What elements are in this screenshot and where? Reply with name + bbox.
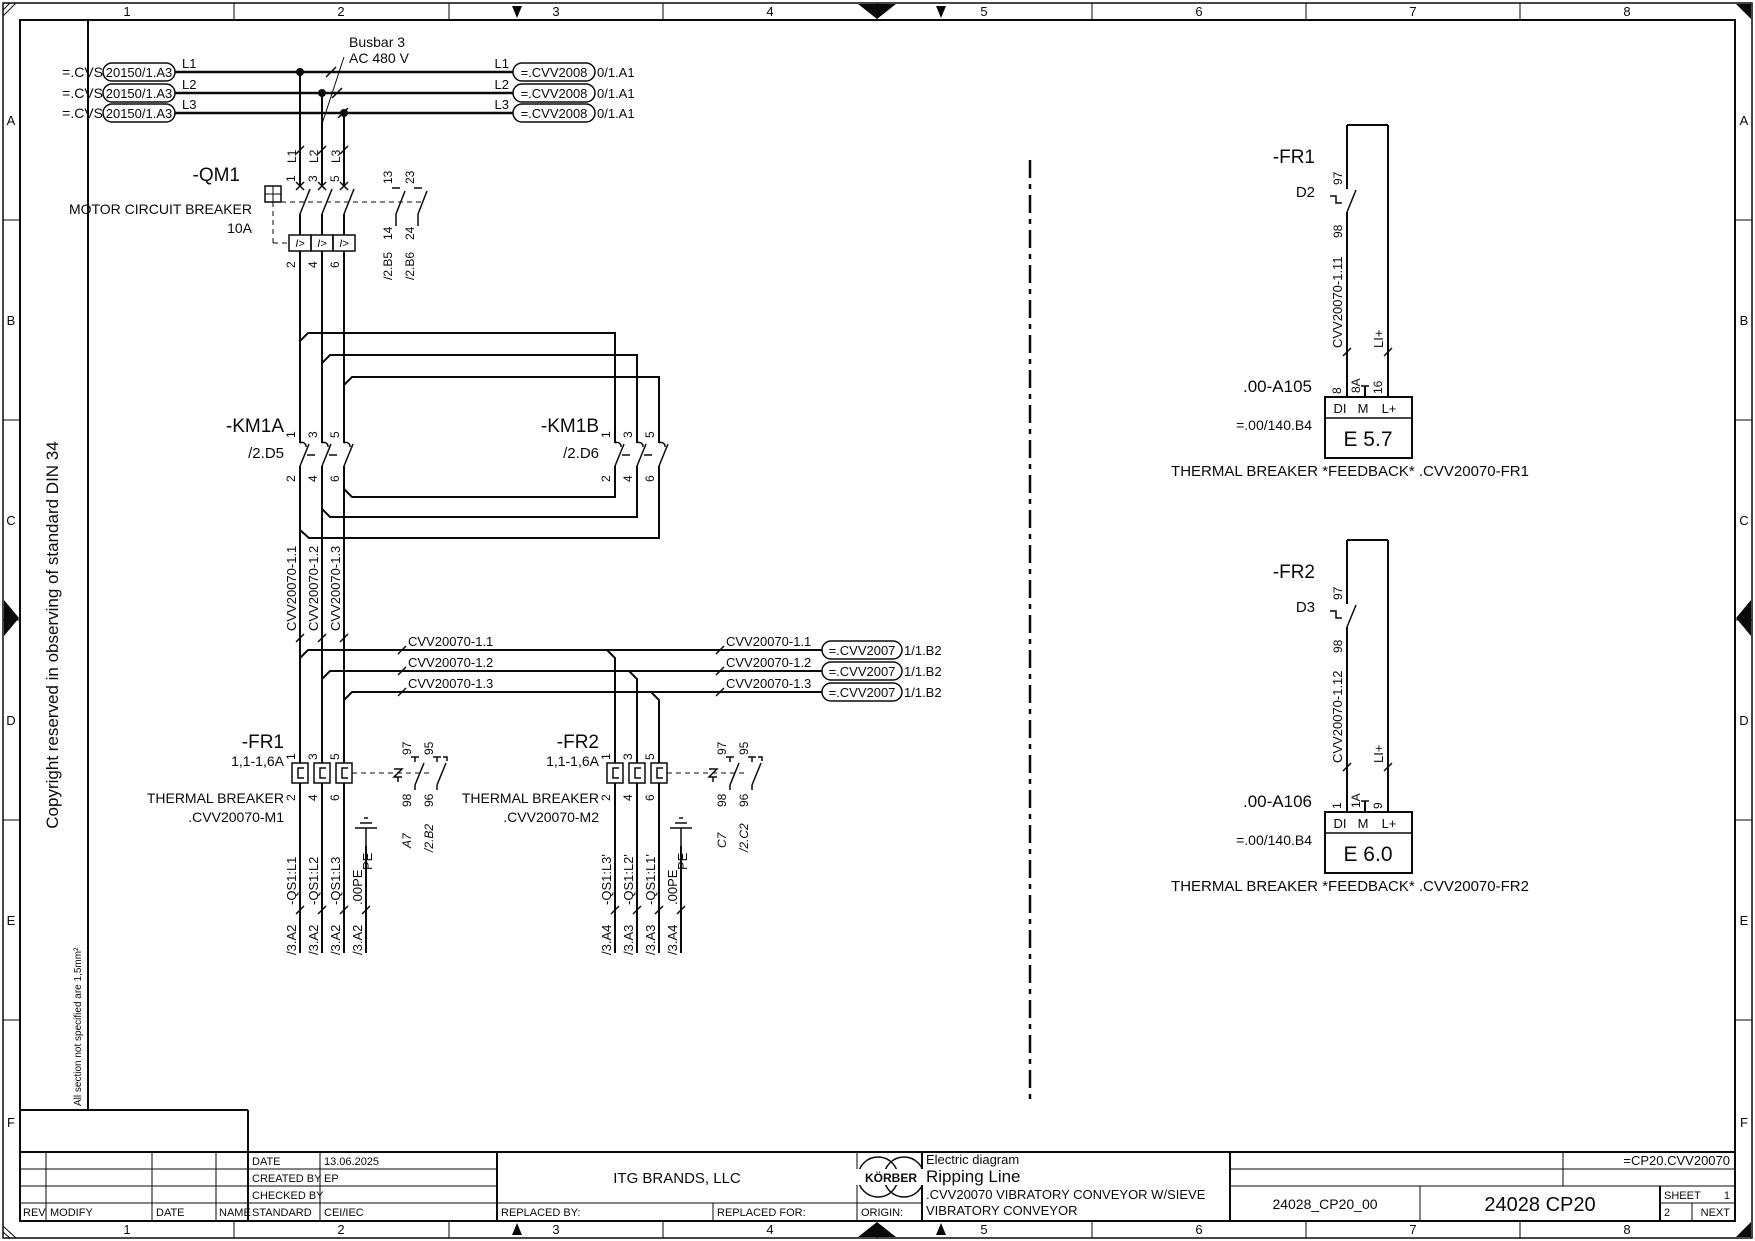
qm1-aux-ref: /2.B5 (381, 251, 395, 280)
fr2-down-ref: /3.A3 (643, 924, 658, 955)
col-label: 3 (552, 4, 560, 19)
busbar-name: Busbar 3 (349, 34, 406, 50)
fr2-down-label: .00PE (665, 869, 680, 905)
row-label: D (6, 713, 16, 728)
branch-ref: =.CVV2007 (828, 664, 896, 679)
fb1-contact-terminal: 97 (1331, 171, 1345, 185)
fb1-port: M (1357, 401, 1369, 416)
km1a-ref: /2.D5 (248, 445, 284, 462)
fb1-term: 16 (1371, 380, 1385, 394)
fb1-channel: E 5.7 (1343, 428, 1393, 451)
fr2-aux-terminal: 95 (737, 741, 751, 755)
phase-label: L1 (182, 56, 197, 71)
qm1-aux-terminal: 14 (381, 226, 395, 240)
row-label: D (1739, 713, 1749, 728)
fr1-down-ref: /3.A2 (350, 924, 365, 955)
km1a-contactor (226, 416, 353, 482)
row-label: A (1739, 113, 1749, 128)
fr1-down-ref: /3.A2 (306, 924, 321, 955)
fr1-desc: THERMAL BREAKER (146, 790, 284, 806)
fr1-down-label: -QS1:L1 (284, 856, 299, 905)
info-label: DATE (252, 1156, 281, 1168)
fb1-wire-label: CVV20070-1.11 (1330, 256, 1345, 348)
fr2-terminal: 1 (599, 753, 613, 760)
busbar-note (322, 34, 410, 124)
qm1-overload: I> (295, 238, 305, 250)
wire-label: CVV20070-1.1 (284, 545, 299, 631)
km1b-name: -KM1B (540, 416, 599, 437)
col-label: 1 (123, 4, 131, 19)
fr2-thermal-breaker (462, 732, 762, 955)
fb1-term: 8 (1330, 387, 1344, 394)
fr2-terminal: 4 (621, 794, 635, 801)
rail-dst-suffix: 0/1.A1 (597, 86, 635, 101)
wire-label: CVV20070-1.2 (306, 545, 321, 631)
km1b-terminal: 5 (643, 431, 657, 438)
row-label: C (1739, 513, 1749, 528)
col-label: 3 (552, 1222, 560, 1237)
line-name: Ripping Line (926, 1167, 1021, 1186)
name-header: NAME (219, 1207, 251, 1219)
rail-dst-suffix: 0/1.A1 (597, 106, 635, 121)
fb2-contact-terminal: 98 (1331, 639, 1345, 653)
qm1-aux-ref: /2.B6 (403, 251, 417, 280)
qm1-breaker (69, 165, 427, 280)
qm1-terminal: 3 (306, 175, 320, 182)
plant-ref: =CP20.CVV20070 (1623, 1153, 1730, 1168)
row-label: E (1739, 913, 1749, 928)
rail-src-ref: 20150/1.A3 (105, 65, 173, 80)
phase-label: L3 (494, 97, 509, 112)
fr1-down-ref: /3.A2 (284, 924, 299, 955)
power-rails (62, 34, 634, 124)
wire-label: CVV20070-1.2 (726, 655, 812, 670)
col-label: 4 (766, 1222, 774, 1237)
qm1-rating: 10A (227, 220, 252, 236)
rail-dst-suffix: 0/1.A1 (597, 65, 635, 80)
col-label: 2 (337, 1222, 345, 1237)
fb1-name: -FR1 (1272, 147, 1315, 168)
km1b-terminal: 6 (643, 475, 657, 482)
km1a-terminal: 1 (284, 431, 298, 438)
fb1-module-name: .00-A105 (1243, 377, 1312, 396)
drawing-desc1: .CVV20070 VIBRATORY CONVEYOR W/SIEVE (926, 1187, 1206, 1202)
col-label: 5 (980, 1222, 988, 1237)
km1b-terminal: 2 (599, 475, 613, 482)
col-label: 1 (123, 1222, 131, 1237)
fb2-name: -FR2 (1272, 562, 1315, 583)
fb2-module-name: .00-A106 (1243, 792, 1312, 811)
fr2-aux-terminal: 96 (737, 793, 751, 807)
branch-ref-suffix: 1/1.B2 (904, 643, 942, 658)
wire-tag: L3 (329, 149, 343, 163)
km1a-terminal: 5 (328, 431, 342, 438)
wire-label: CVV20070-1.1 (408, 634, 494, 649)
phase-label: L3 (182, 97, 197, 112)
fb2-port: DI (1333, 816, 1347, 831)
doc-type: Electric diagram (926, 1152, 1020, 1167)
fb2-module-ref: =.00/140.B4 (1236, 832, 1312, 848)
km1a-terminal: 4 (306, 475, 320, 482)
fr2-pe-label: PE (675, 852, 690, 870)
busbar-voltage: AC 480 V (349, 50, 409, 66)
fb1-code: D2 (1295, 184, 1315, 201)
company-name: ITG BRANDS, LLC (613, 1170, 741, 1187)
replaced-for-label: REPLACED FOR: (717, 1207, 806, 1219)
row-label: E (6, 913, 16, 928)
rail-dst-ref: =.CVV2008 (520, 65, 588, 80)
info-label: CHECKED BY (252, 1190, 324, 1202)
fr1-earth-symbol (355, 818, 377, 846)
km1b-terminal: 4 (621, 475, 635, 482)
fr1-aux-terminal: 97 (400, 741, 414, 755)
riser-labels (284, 546, 348, 642)
km1a-terminal: 2 (284, 475, 298, 482)
info-label: STANDARD (252, 1207, 312, 1219)
rail-src-ref: 20150/1.A3 (105, 106, 173, 121)
fb1-term: 8A (1349, 378, 1363, 393)
rail-dst-ref: =.CVV2008 (520, 86, 588, 101)
fr2-down-label: -QS1:L3' (599, 854, 614, 905)
fr2-tag: .CVV20070-M2 (503, 809, 599, 825)
fr2-terminal: 3 (621, 753, 635, 760)
drawing-number: 24028 CP20 (1484, 1194, 1596, 1216)
sheet-number: 1 (1723, 1190, 1730, 1202)
fr2-desc: THERMAL BREAKER (461, 790, 599, 806)
next-label: NEXT (1700, 1207, 1730, 1219)
branch-ref: =.CVV2007 (828, 643, 896, 658)
fr1-terminal: 1 (284, 753, 298, 760)
fb1-port: DI (1333, 401, 1347, 416)
rail-src-prefix: =.CVS (62, 105, 103, 121)
fr1-down-label: -QS1:L3 (328, 856, 343, 905)
row-label: A (6, 113, 16, 128)
wire-tag: L1 (285, 149, 299, 163)
row-label: F (1740, 1115, 1748, 1130)
km1a-name: -KM1A (225, 416, 284, 437)
col-label: 6 (1195, 4, 1203, 19)
qm1-desc: MOTOR CIRCUIT BREAKER (68, 201, 252, 217)
drawing-desc2: VIBRATORY CONVEYOR (926, 1203, 1078, 1218)
qm1-terminal: 1 (284, 175, 298, 182)
col-label: 7 (1409, 4, 1417, 19)
fr1-pe-label: PE (360, 852, 375, 870)
row-label: C (6, 513, 16, 528)
km1b-terminal: 1 (599, 431, 613, 438)
title-block (20, 1152, 1735, 1221)
fr1-down-label: .00PE (350, 869, 365, 905)
copyright-note: Copyright reserved in observing of standard DIN 34 (43, 441, 62, 829)
qm1-aux-terminal: 24 (403, 226, 417, 240)
fr2-terminal: 5 (643, 753, 657, 760)
info-value: EP (324, 1173, 339, 1185)
wire-label: CVV20070-1.2 (408, 655, 494, 670)
wire-label: CVV20070-1.3 (726, 676, 812, 691)
branch-ref-suffix: 1/1.B2 (904, 664, 942, 679)
replaced-by-label: REPLACED BY: (501, 1207, 581, 1219)
section-note: All section not specified are 1,5mm² (73, 947, 84, 1106)
fr1-aux-terminal: 95 (422, 741, 436, 755)
info-value: CEI/IEC (324, 1207, 364, 1219)
col-label: 2 (337, 4, 345, 19)
fb2-channel: E 6.0 (1343, 843, 1393, 866)
phase-label: L2 (494, 77, 509, 92)
km1b-terminal: 3 (621, 431, 635, 438)
fr1-down-label: -QS1:L2 (306, 856, 321, 905)
korber-logo (853, 1157, 929, 1197)
branch-ref-suffix: 1/1.B2 (904, 685, 942, 700)
fb1-feedback (1171, 125, 1529, 480)
fr1-range: 1,1-1,6A (231, 753, 284, 769)
info-label: CREATED BY (252, 1173, 322, 1185)
fr2-terminal: 2 (599, 794, 613, 801)
fb2-term: 1 (1330, 802, 1344, 809)
fr1-terminal: 3 (306, 753, 320, 760)
fr2-down-ref: /3.A3 (621, 924, 636, 955)
wire-label: CVV20070-1.3 (328, 545, 343, 631)
qm1-terminal: 5 (328, 175, 342, 182)
col-label: 4 (766, 4, 774, 19)
qm1-terminal: 4 (306, 261, 320, 268)
modify-header: MODIFY (50, 1207, 93, 1219)
wire-tag: L2 (307, 149, 321, 163)
col-label: 7 (1409, 1222, 1417, 1237)
fb1-port: L+ (1381, 401, 1397, 416)
fb2-feedback (1171, 540, 1529, 895)
fb1-module-ref: =.00/140.B4 (1236, 417, 1312, 433)
qm1-overload: I> (339, 238, 349, 250)
fr1-aux-ref: A7 (400, 833, 414, 848)
fr1-down-ref: /3.A2 (328, 924, 343, 955)
origin-label: ORIGIN: (861, 1207, 904, 1219)
fr2-terminal: 6 (643, 794, 657, 801)
fr1-name: -FR1 (241, 732, 284, 753)
branch-wires (300, 634, 942, 763)
fb2-lplus-label: LI+ (1371, 744, 1386, 763)
qm1-aux-terminal: 23 (403, 170, 417, 184)
km1b-contactor (541, 416, 668, 482)
fr2-down-label: -QS1:L2' (621, 854, 636, 905)
fr2-earth-symbol (670, 818, 692, 846)
fr1-aux-ref: /2.B2 (422, 823, 436, 852)
qm1-overload: I> (317, 238, 327, 250)
fr2-down-label: -QS1:L1' (643, 854, 658, 905)
fr2-aux-ref: C7 (715, 832, 729, 848)
date-header: DATE (156, 1207, 185, 1219)
fr2-down-ref: /3.A4 (599, 924, 614, 955)
fb2-port: L+ (1381, 816, 1397, 831)
fr1-terminal: 6 (328, 794, 342, 801)
col-label: 8 (1623, 1222, 1631, 1237)
fb2-caption: THERMAL BREAKER *FEEDBACK* .CVV20070-FR2 (1171, 878, 1529, 895)
next-number: 2 (1664, 1207, 1671, 1219)
row-label: F (7, 1115, 15, 1130)
km1a-terminal: 6 (328, 475, 342, 482)
fb2-term: 1A (1349, 793, 1363, 808)
fr1-terminal: 5 (328, 753, 342, 760)
logo-text: KÖRBER (864, 1171, 918, 1185)
rev-header: REV (23, 1207, 46, 1219)
fr1-aux-terminal: 98 (400, 793, 414, 807)
qm1-name: -QM1 (192, 165, 240, 186)
col-label: 5 (980, 4, 988, 19)
fb1-caption: THERMAL BREAKER *FEEDBACK* .CVV20070-FR1 (1171, 463, 1529, 480)
fr1-aux-terminal: 96 (422, 793, 436, 807)
km1a-terminal: 3 (306, 431, 320, 438)
fb2-port: M (1357, 816, 1369, 831)
qm1-terminal: 6 (328, 261, 342, 268)
fb1-lplus-label: LI+ (1371, 329, 1386, 348)
fb2-wire-label: CVV20070-1.12 (1330, 670, 1345, 763)
info-value: 13.06.2025 (324, 1156, 380, 1168)
sheet-label: SHEET (1664, 1190, 1701, 1202)
rail-dst-ref: =.CVV2008 (520, 106, 588, 121)
fb2-term: 9 (1371, 802, 1385, 809)
fb2-code: D3 (1295, 599, 1315, 616)
fr2-down-ref: /3.A4 (665, 924, 680, 955)
branch-ref: =.CVV2007 (828, 685, 896, 700)
km1b-ref: /2.D6 (563, 445, 599, 462)
project-number: 24028_CP20_00 (1272, 1196, 1378, 1212)
row-label: B (6, 313, 16, 328)
fr2-aux-terminal: 97 (715, 741, 729, 755)
col-label: 8 (1623, 4, 1631, 19)
row-label: B (1739, 313, 1749, 328)
fr2-range: 1,1-1,6A (546, 753, 599, 769)
fr1-tag: .CVV20070-M1 (188, 809, 284, 825)
rail-src-ref: 20150/1.A3 (105, 86, 173, 101)
phase-label: L2 (182, 77, 197, 92)
qm1-terminal: 2 (284, 261, 298, 268)
rail-src-prefix: =.CVS (62, 64, 103, 80)
phase-label: L1 (494, 56, 509, 71)
fr1-terminal: 2 (284, 794, 298, 801)
fr2-aux-ref: /2.C2 (737, 823, 751, 852)
fb2-contact-terminal: 97 (1331, 586, 1345, 600)
fr2-name: -FR2 (556, 732, 599, 753)
rail-src-prefix: =.CVS (62, 85, 103, 101)
fr1-thermal-breaker (147, 732, 447, 955)
fb1-contact-terminal: 98 (1331, 224, 1345, 238)
col-label: 6 (1195, 1222, 1203, 1237)
qm1-aux-terminal: 13 (381, 170, 395, 184)
wire-label: CVV20070-1.1 (726, 634, 812, 649)
fr1-terminal: 4 (306, 794, 320, 801)
wire-label: CVV20070-1.3 (408, 676, 494, 691)
fr2-aux-terminal: 98 (715, 793, 729, 807)
